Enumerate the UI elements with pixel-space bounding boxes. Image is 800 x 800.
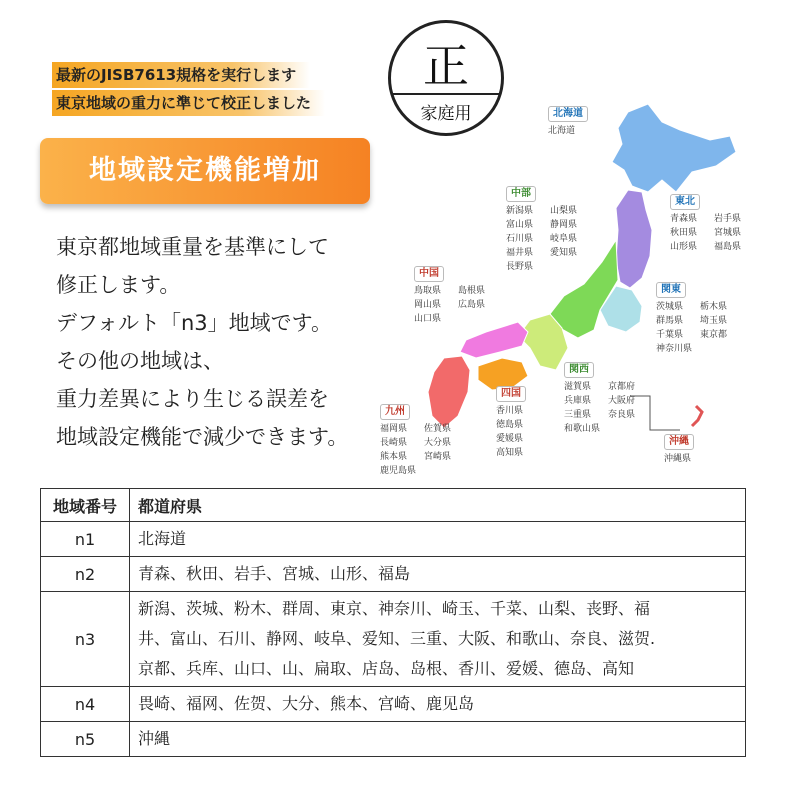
prefecture-label: 沖縄県 [664,454,692,464]
zone-number: n1 [41,522,130,557]
zone-number: n2 [41,557,130,592]
description-line: デフォルト「n3」地域です。 [56,311,332,335]
prefecture-label: 大分県 [424,438,452,448]
prefecture-label: 福岡県 [380,424,408,434]
zone-prefectures [130,592,746,687]
prefecture-label: 秋田県 [670,228,698,238]
prefecture-label: 鳥取県 [414,286,442,296]
prefecture-label: 滋賀県 [564,382,592,392]
region-label: 九州 [380,404,410,420]
prefecture-label: 高知県 [496,448,524,458]
zone-number: n5 [41,722,130,757]
prefecture-label: 兵庫県 [564,396,592,406]
zone-prefectures [130,687,746,722]
region-shikoku [496,386,536,460]
region-chubu [506,186,590,274]
calibration-banner-line: 東京地域の重力に準じて校正しました [52,90,325,116]
zone-number: n3 [41,592,130,687]
prefecture-label: 山形県 [670,242,698,252]
prefecture-label: 福島県 [714,242,742,252]
prefecture-label: 山口県 [414,314,442,324]
prefecture-label: 長野県 [506,262,534,272]
prefecture-label: 鹿児島県 [380,466,417,476]
description-line: 地域設定機能で減少できます。 [56,425,349,449]
region-label: 四国 [496,386,526,402]
table-row [41,687,746,722]
region-label: 中国 [414,266,444,282]
prefecture-line: 青森、秋田、岩手、宮城、山形、福島 [138,564,411,583]
table-row [41,722,746,757]
prefecture-label: 佐賀県 [424,424,452,434]
prefecture-label: 東京都 [700,330,728,340]
prefecture-line: 京都、兵库、山口、山、扁取、店岛、岛根、香川、爱媛、德岛、高知 [138,659,635,678]
region-label: 関東 [656,282,686,298]
prefecture-label: 広島県 [458,300,486,310]
spec-banner-line: 最新のJISB7613規格を実行します [52,62,310,88]
region-label: 沖縄 [664,434,694,450]
prefecture-label: 埼玉県 [700,316,728,326]
seal-label: 家庭用 [420,104,472,124]
description-line: 修正します。 [56,273,181,297]
prefecture-label: 和歌山県 [564,424,601,434]
prefecture-label: 福井県 [506,248,534,258]
zone-prefectures [130,522,746,557]
region-kansai [564,362,648,436]
seal-divider [391,93,501,95]
header-zone-number: 地域番号 [41,489,130,522]
region-kyushu [380,404,464,478]
prefecture-label: 長崎県 [380,438,408,448]
prefecture-label: 大阪府 [608,396,636,406]
prefecture-label: 京都府 [608,382,636,392]
region-chugoku [414,266,498,326]
prefecture-label: 青森県 [670,214,698,224]
prefecture-label: 新潟県 [506,206,534,216]
prefecture-label: 熊本県 [380,452,408,462]
prefecture-label: 岡山県 [414,300,442,310]
prefecture-label: 富山県 [506,220,534,230]
prefecture-label: 三重県 [564,410,592,420]
prefecture-label: 茨城県 [656,302,684,312]
region-okinawa [664,434,704,466]
prefecture-label: 徳島県 [496,420,524,430]
prefecture-label: 栃木県 [700,302,728,312]
region-label: 中部 [506,186,536,202]
region-kanto [656,282,740,356]
prefecture-line: 井、富山、石川、静网、岐阜、爱知、三重、大阪、和歌山、奈良、滋贺. [138,629,656,648]
region-label: 北海道 [548,106,588,122]
prefecture-label: 愛媛県 [496,434,524,444]
prefecture-label: 千葉県 [656,330,684,340]
prefecture-label: 香川県 [496,406,524,416]
region-hokkaido [548,106,588,138]
prefecture-label: 宮城県 [714,228,742,238]
header-prefectures: 都道府県 [130,489,746,522]
prefecture-line: 畏崎、福网、佐贺、大分、熊本、宫崎、鹿见岛 [138,694,475,713]
prefecture-label: 愛知県 [550,248,578,258]
table-row [41,557,746,592]
prefecture-label: 山梨県 [550,206,578,216]
prefecture-label: 宮崎県 [424,452,452,462]
description [56,228,386,456]
description-line: 東京都地域重量を基準にして [56,235,329,259]
japan-region-map [380,100,780,490]
prefecture-label: 岐阜県 [550,234,578,244]
prefecture-line: 新潟、茨城、粉木、群周、東京、神奈川、崎玉、千菜、山梨、丧野、福 [138,599,651,618]
prefecture-label: 石川県 [506,234,534,244]
region-tohoku [670,194,754,254]
feature-title-banner: 地域設定機能増加 [40,138,370,204]
prefecture-label: 群馬県 [656,316,684,326]
prefecture-label: 奈良県 [608,410,636,420]
seal-character: 正 [423,39,469,93]
table-row [41,522,746,557]
prefecture-line: 沖縄 [138,729,171,748]
prefecture-label: 北海道 [548,126,576,136]
table-header-row [41,489,746,522]
description-line: 重力差異により生じる誤差を [56,387,329,411]
table-row [41,592,746,687]
prefecture-label: 静岡県 [550,220,578,230]
prefecture-label: 島根県 [458,286,486,296]
prefecture-label: 岩手県 [714,214,742,224]
zone-prefectures [130,722,746,757]
zone-table [40,488,746,757]
prefecture-label: 神奈川県 [656,344,693,354]
zone-number: n4 [41,687,130,722]
zone-prefectures [130,557,746,592]
description-line: その他の地域は、 [56,349,224,373]
region-label: 東北 [670,194,700,210]
prefecture-line: 北海道 [138,529,187,548]
region-label: 関西 [564,362,594,378]
